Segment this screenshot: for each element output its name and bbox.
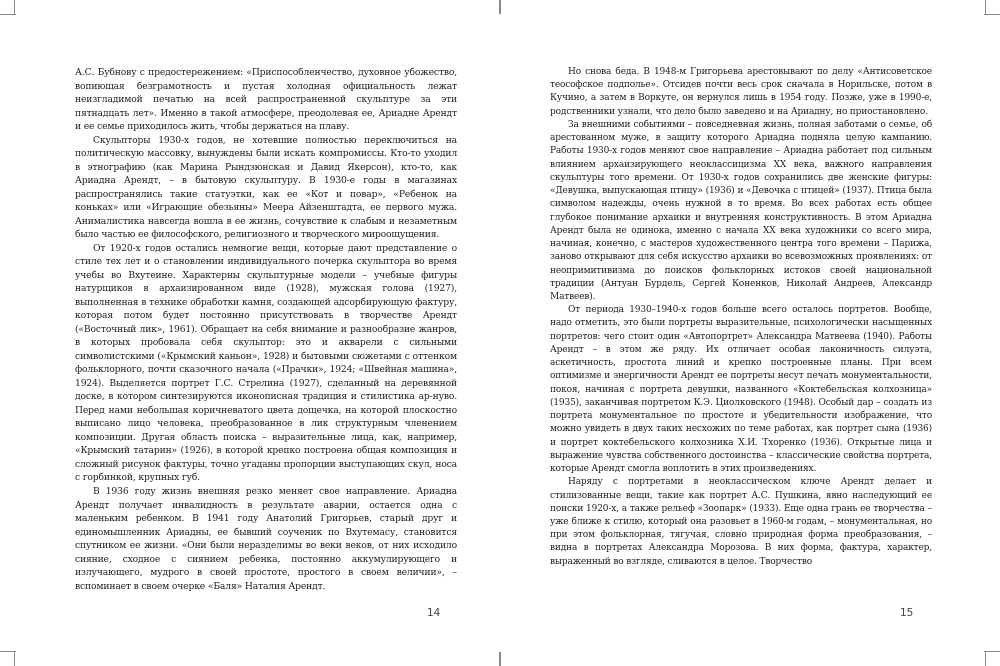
paragraph: Наряду с портретами в неоклассическом ключе Арендт делает и стилизованные вещи, такие как портрет А.С. Пушкина, явно наследующий ее поиски 1920-х, а также рельеф «Зоопарк» (1933). Еще одна грань ее творчества – уже ближе к стилю, который она разовьет в 1960-м годам, – монументальная, но при этом фольклорная, тягучая, словно природная форма преобразования, – видна в портретах Александра Морозова. В них форма, фактура, характер, выраженный во взгляде, сливаются в целое. Творчество — [550, 477, 932, 567]
crop-mark — [985, 652, 986, 666]
paragraph: В 1936 году жизнь внешняя резко меняет свое направление. Ариадна Арендт получает инвалидность в результате аварии, остается одна с маленьким ребенком. В 1941 году Анатолий Григорьев, старый друг и единомышленник Ариадны, ее бывший соученик по Вхутемасу, становится спутником ее жизни. «Они были неразделимы во веки веков, от них исходило сияние, сходное с сиянием ребенка, постоянно аккумулирующего и излучающего, мудрого в своей простоте, простого в своем величии», – вспоминает в своем очерке «Баля» Наталия Арендт. — [75, 485, 457, 592]
paragraph: А.С. Бубнову с предостережением: «Приспособленчество, духовное убожество, вопиющая безграмотность и пустая холодная официальность лежат неизгладимой печатью на всей распространенной скульптуре за эти пятнадцать лет». Именно в такой атмосфере, преодолевая ее, Ариадне Арендт и ее семье приходилось жить, чтобы держаться на плаву. — [75, 67, 457, 133]
right-page-body — [550, 66, 932, 569]
crop-mark — [14, 652, 15, 666]
crop-mark — [0, 14, 16, 15]
page-number-left: 14 — [427, 607, 441, 619]
paragraph: Скульпторы 1930-х годов, не хотевшие полностью переключиться на политическую массовку, вынуждены были искать компромиссы. Кто-то уходил в этнографию (как Марина Рындзюнская и Давид Якерсон), кто-то, как Ариадна Арендт, – в бытовую скульптуру. В 1930-е годы в магазинах распространялись такие статуэтки, как ее «Кот и повар», «Ребенок на коньках» или «Играющие обезьяны» Меера Айзенштадта, ее первого мужа. Анималистика навсегда вошла в ее жизнь, сочувствие к слабым и незаметным было частью ее философского, религиозного и творческого мироощущения. — [75, 134, 457, 241]
crop-mark — [984, 651, 1000, 652]
paragraph: От периода 1930–1940-х годов больше всего осталось портретов. Вообще, надо отметить, это были портреты выразительные, психологически насыщенных портретов: чего стоит один «Автопортрет» Александра Матвеева (1940). Работы Арендт – в этом же ряду. Их отличает особая лаконичность силуэта, аскетичность, простота линий и крепко построенные планы. При всем оптимизме и энергичности Арендт ее портреты несут печать монументальности, покоя, начиная с портрета девушки, названного «Коктебельская колхозница» (1935), заканчивая портретом К.Э. Циолковского (1948). Особый дар – создать из портрета монументальное по простоте и убедительности изображение, что можно увидеть в двух таких несхожих по теме работах, как портрет сына (1936) и портрет коктебельского колхозника Х.И. Тхоренко (1936). Открытые лица и выражение чувства собственного достоинства – классические свойства портрета, которые Арендт смогла воплотить в этих произведениях. — [550, 305, 932, 475]
left-page-body — [75, 66, 457, 593]
crop-mark — [985, 0, 986, 14]
crop-mark — [984, 14, 1000, 15]
crop-mark — [500, 0, 501, 14]
crop-mark — [0, 651, 16, 652]
paragraph: За внешними событиями – повседневная жизнь, полная заботами о семье, об арестованном муже, в защиту которого Ариадна подняла целую кампанию. Работы 1930-х годов меняют свое направление – Ариадна работает под сильным влиянием архаизирующего неоклассицизма XX века, важного направления скульптуры того времени. От 1930-х годов сохранились две женские фигуры: «Девушка, выпускающая птицу» (1936) и «Девочка с птицей» (1937). Птица была символом надежды, очень нужной в то время. Во всех работах есть общее глубокое понимание архаики и внутренняя конструктивность. В этом Ариадна Арендт была не одинока, именно с начала XX века художники со всего мира, начиная, конечно, с мастеров художественного центра того времени – Парижа, заново открывают для себя искусство архаики во всевозможных проявлениях: от неопримитивизма до поисков фольклорных истоков своей национальной традиции (Антуан Бурдель, Сергей Коненков, Николай Андреев, Александр Матвеев). — [550, 119, 932, 302]
page-number-right: 15 — [900, 607, 914, 619]
crop-mark — [14, 0, 15, 14]
crop-mark — [500, 652, 501, 666]
paragraph: Но снова беда. В 1948-м Григорьева арестовывают по делу «Антисоветское теософское подполье». Отсидев почти весь срок сначала в Норильске, потом в Кучино, а затем в Воркуте, он вернулся лишь в 1954 году. Позже, уже в 1990-е, родственники узнали, что дело было заведено и на Ариадну, но приостановлено. — [550, 67, 932, 117]
paragraph: От 1920-х годов остались немногие вещи, которые дают представление о стиле тех лет и о становлении индивидуального почерка скульптора во время учебы во Вхутеине. Характерны скульптурные модели – учебные фигуры натурщиков в архаизированном виде (1928), мужская голова (1927), выполненная в технике обработки камня, создающей адсорбирующую фактуру, которая потом будет постоянно присутствовать в творчестве Арендт («Восточный лик», 1961). Обращает на себя внимание и разнообразие жанров, в которых пробовала себя скульптор: это и акварели с сильными символистскими («Крымский каньон», 1928) и бытовыми сюжетами с оттенком фольклорного, почти сказочного начала («Прачки», 1924; «Швейная машина», 1924). Выделяется портрет Г.С. Стрелина (1927), сделанный на деревянной доске, в котором синтезируются иконописная традиция и стилистика ар-нуво. Перед нами небольшая коричневатого цвета дощечка, на которой плоскостно выписано лицо человека, преобразованное в лик структурным членением композиции. Другая область поиска – выразительные лица, как, например, «Крымский татарин» (1926), в которой крепко построена общая композиция и сложный рисунок фактуры, точно угаданы пропорции выступающих скул, носа с горбинкой, крупных губ. — [75, 242, 457, 484]
